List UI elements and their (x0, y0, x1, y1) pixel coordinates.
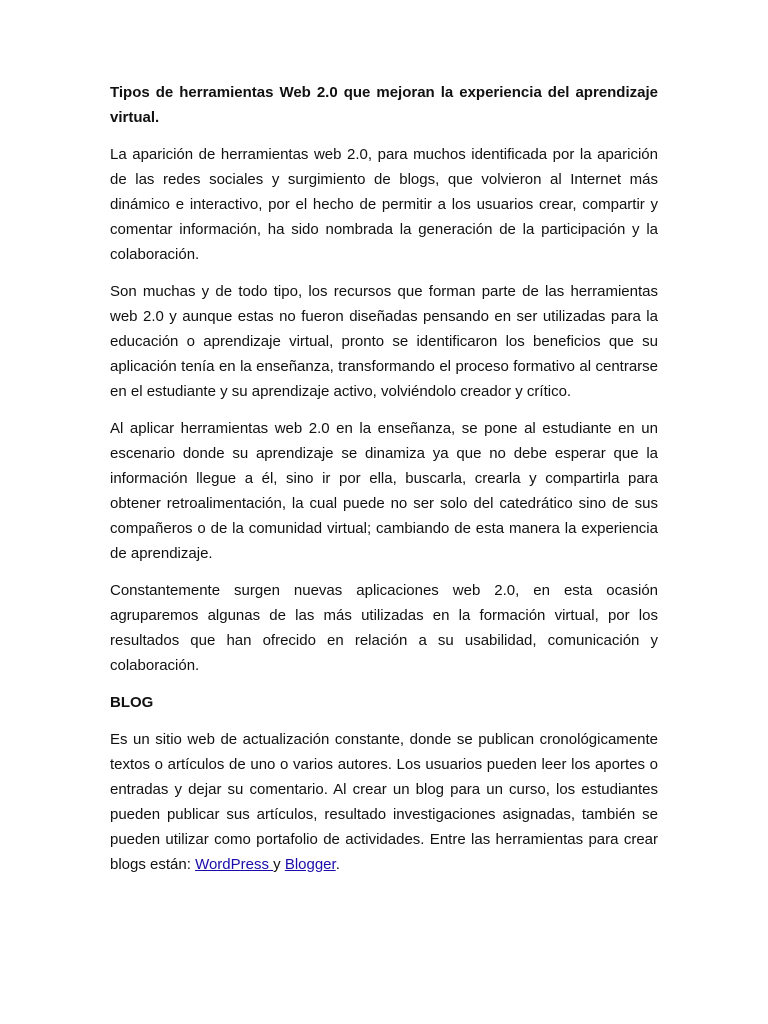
paragraph-blog (110, 727, 658, 877)
paragraph-applications: Constantemente surgen nuevas aplicaciones web 2.0, en esta ocasión agruparemos algunas de las más utilizadas en la formación virtual, por los resultados que han ofrecido en relación a su usabilidad, comunicación y colaboración. (110, 582, 658, 674)
blogger-link[interactable]: Blogger (284, 856, 336, 873)
paragraph-intro: La aparición de herramientas web 2.0, para muchos identificada por la aparición de las redes sociales y surgimiento de blogs, que volvieron al Internet más dinámico e interactivo, por el hecho de permitir a los usuarios crear, compartir y comentar información, ha sido nombrada la generación de la participación y la colaboración. (110, 146, 658, 263)
blog-description-text: Es un sitio web de actualización constante, donde se publican cronológicamente textos o artículos de uno o varios autores. Los usuarios pueden leer los aportes o entradas y dejar su comentario. Al crear un blog para un curso, los estudiantes pueden publicar sus artículos, resultado investigaciones asignadas, también se pueden utilizar como portafolio de actividades. Entre las herramientas para crear blogs están: (110, 731, 658, 873)
paragraph-resources: Son muchas y de todo tipo, los recursos que forman parte de las herramientas web 2.0 y aunque estas no fueron diseñadas pensando en ser utilizadas para la educación o aprendizaje virtual, pronto se identificaron los beneficios que su aplicación tenía en la enseñanza, transformando el proceso formativo al centrarse en el estudiante y su aprendizaje activo, volviéndolo creador y crítico. (110, 283, 658, 400)
paragraph-teaching: Al aplicar herramientas web 2.0 en la enseñanza, se pone al estudiante en un escenario donde su aprendizaje se dinamiza ya que no debe esperar que la información llegue a él, sino ir por ella, buscarla, crearla y compartirla para obtener retroalimentación, la cual puede no ser solo del catedrático sino de sus compañeros o de la comunidad virtual; cambiando de esta manera la experiencia de aprendizaje. (110, 420, 658, 562)
link-connector-text: y (273, 856, 285, 873)
wordpress-link[interactable]: WordPress (195, 856, 274, 873)
end-period: . (335, 856, 340, 873)
document-page (110, 80, 658, 889)
section-heading-blog: BLOG (110, 694, 154, 711)
document-title: Tipos de herramientas Web 2.0 que mejoran la experiencia del aprendizaje virtual. (110, 84, 658, 126)
